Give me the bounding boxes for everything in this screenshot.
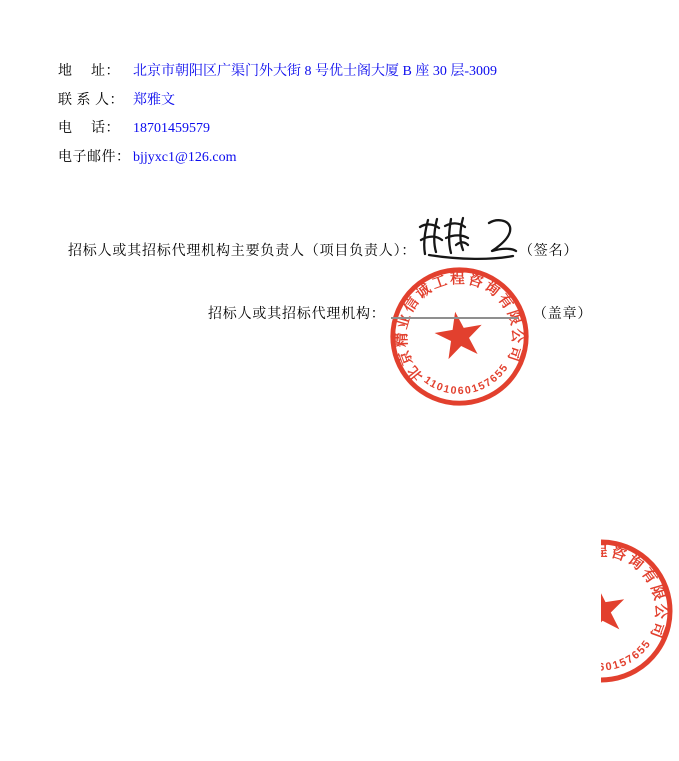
contact-person-value: 郑雅文 [133, 93, 175, 108]
email-label: 电子邮件： [58, 150, 131, 165]
seal-star-icon [432, 308, 487, 361]
company-seal [387, 264, 532, 409]
address-row [58, 64, 497, 80]
signature-stroke [445, 218, 468, 253]
signature-stroke [429, 255, 513, 259]
handwritten-signature [412, 211, 524, 269]
seal-number-text: 1101060157655 [421, 361, 512, 398]
seal-number-text: 1101060157655 [560, 637, 654, 674]
contact-person-label: 联 系 人： [58, 93, 124, 108]
partial-company-seal [532, 534, 679, 688]
phone-value: 18701459579 [133, 121, 210, 136]
address-value: 北京市朝阳区广渠门外大街 8 号优士阁大厦 B 座 30 层-3009 [133, 64, 497, 79]
agency-label: 招标人或其招标代理机构： [208, 307, 386, 322]
seal-star-icon [601, 581, 629, 635]
email-row [58, 150, 237, 166]
phone-label: 电 话： [58, 121, 120, 136]
signature-stroke [420, 219, 442, 254]
contact-person-row [58, 93, 175, 109]
email-value: bjjyxc1@126.com [133, 150, 237, 165]
seal-company-text: 北京精业信诚工程咨询有限公司 [394, 271, 525, 384]
stamp-underline [391, 317, 518, 319]
stamp-suffix-label: （盖章） [533, 307, 593, 322]
address-label: 地 址： [58, 64, 120, 79]
principal-signature-label: 招标人或其招标代理机构主要负责人（项目负责人）： [68, 244, 417, 259]
seal-company-text: 北京精业信诚工程咨询有限公司 [532, 542, 670, 660]
signature-suffix-label: （签名） [519, 244, 579, 259]
phone-row [58, 121, 210, 137]
signature-stroke [489, 220, 516, 251]
